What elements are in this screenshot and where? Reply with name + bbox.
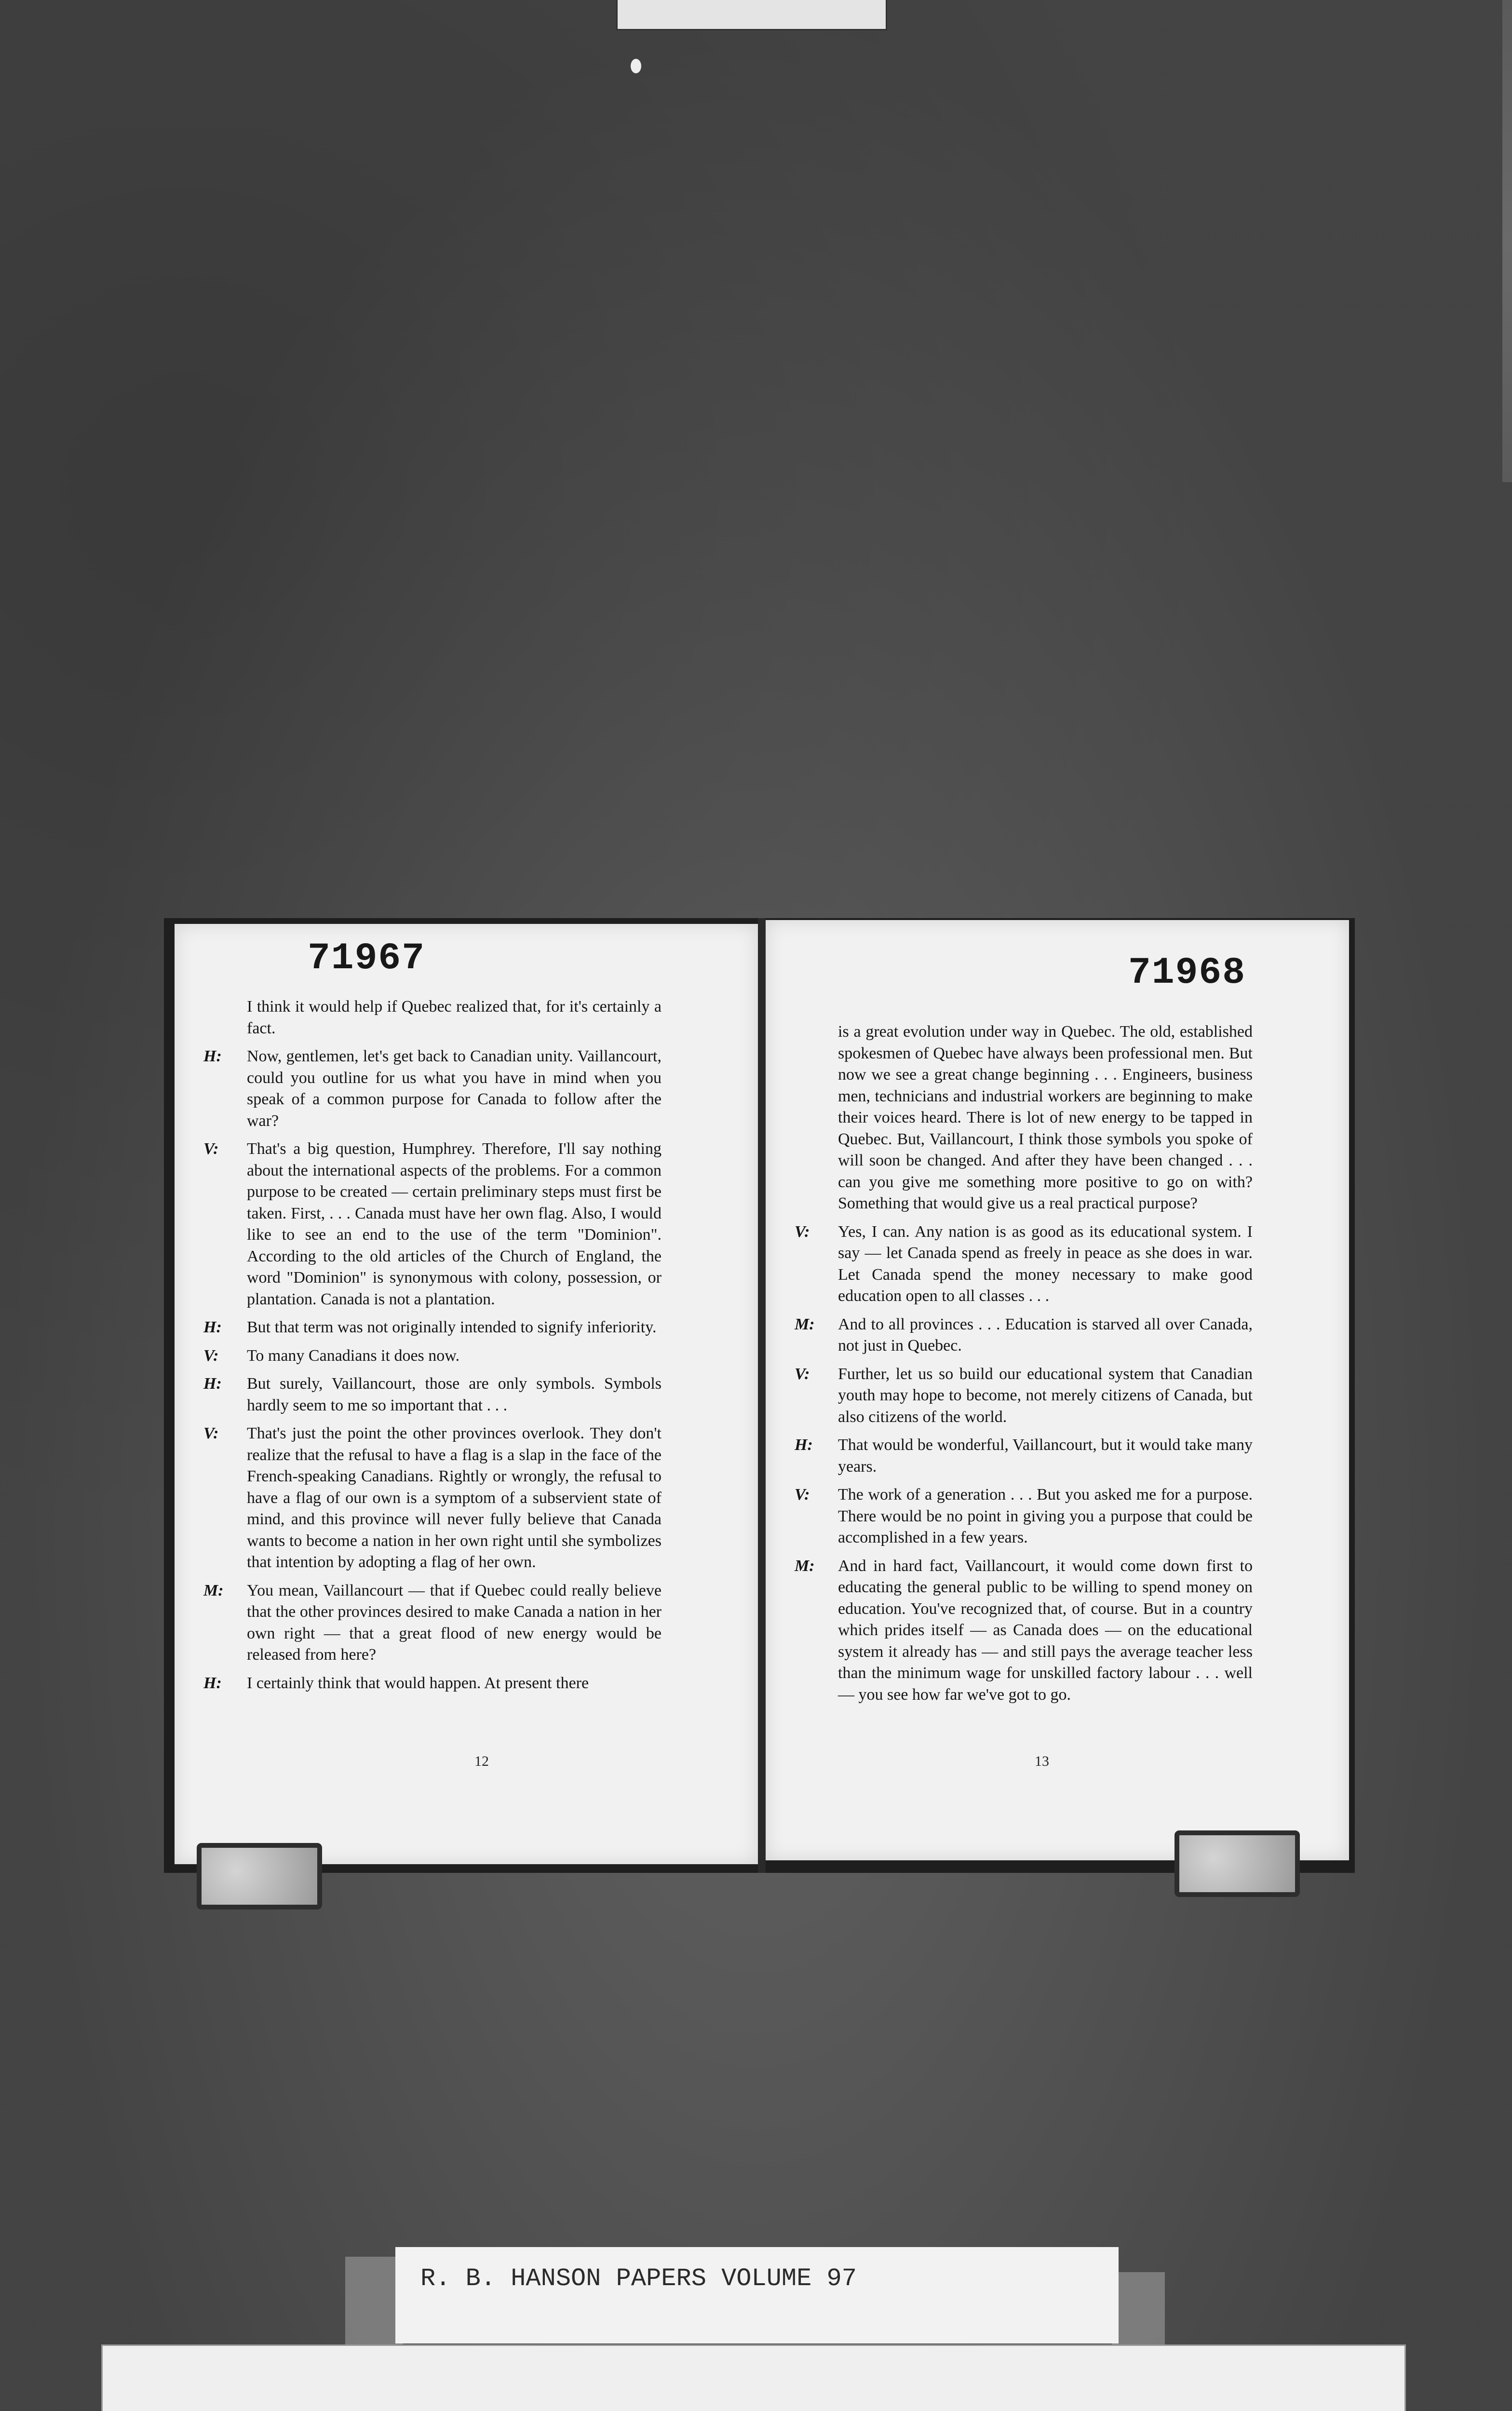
paragraph-text: And to all provinces . . . Education is starved all over Canada, not just in Quebec.: [838, 1315, 1253, 1354]
paragraph-text: And in hard fact, Vaillancourt, it would come down first to educating the general public to be willing to spend money on education. You've recognized that, of course. But in a country which prides itself — as Canada does — on the educational system it already has — and still pays the average teacher less than the minimum wage for unskilled factory labour . . . well — you see how far we've got to go.: [838, 1557, 1253, 1704]
dialogue-paragraph: [203, 1423, 662, 1573]
speaker-label: M:: [795, 1557, 815, 1575]
tape-right: [1112, 2272, 1165, 2349]
left-clip: [197, 1843, 322, 1910]
edge-shadow: [1502, 0, 1512, 482]
right-page-stamp: 71968: [1128, 952, 1246, 994]
right-page-number: 13: [1035, 1753, 1049, 1769]
right-clip: [1174, 1830, 1300, 1897]
paragraph-text: That would be wonderful, Vaillancourt, but it would take many years.: [838, 1436, 1253, 1476]
speaker-label: V:: [795, 1222, 810, 1241]
dialogue-paragraph: [203, 1345, 662, 1367]
dialogue-paragraph: [203, 1138, 662, 1310]
top-tab: [616, 0, 887, 30]
speaker-label: M:: [203, 1581, 224, 1599]
paragraph-text: I certainly think that would happen. At present there: [247, 1674, 589, 1692]
dialogue-paragraph: [203, 1046, 662, 1132]
dialogue-paragraph: [203, 1317, 662, 1339]
left-page-text: [203, 996, 662, 1701]
dialogue-paragraph: [203, 1580, 662, 1666]
paragraph-text: That's a big question, Humphrey. Therefore, I'll say nothing about the international aspects of the problems. For a common purpose to be created — certain preliminary steps must first be taken. First, . . . Canada must have her own flag. Also, I would like to see an end to the use of the term "Dominion". According to the old articles of the Church of England, the word "Dominion" is synonymous with colony, possession, or plantation. Canada is not a plantation.: [247, 1140, 662, 1308]
speaker-label: V:: [795, 1486, 810, 1503]
dialogue-paragraph: [838, 1021, 1253, 1215]
speaker-label: V:: [203, 1346, 219, 1365]
paragraph-text: But surely, Vaillancourt, those are only symbols. Symbols hardly seem to me so important that . . .: [247, 1375, 662, 1414]
paragraph-text: Further, let us so build our educational system that Canadian youth may hope to become, not merely citizens of Canada, but also citizens of the world.: [838, 1365, 1253, 1426]
right-page: [766, 920, 1349, 1860]
speaker-label: H:: [203, 1318, 222, 1336]
speaker-label: V:: [795, 1365, 810, 1383]
speaker-label: H:: [203, 1047, 222, 1065]
dialogue-paragraph: [203, 1673, 662, 1694]
paragraph-text: The work of a generation . . . But you asked me for a purpose. There would be no point in giving you a purpose that could be accomplished in a few years.: [838, 1486, 1253, 1546]
left-page: [175, 924, 758, 1864]
collection-label-text: R. B. HANSON PAPERS VOLUME 97: [420, 2264, 857, 2293]
speaker-label: H:: [795, 1436, 813, 1454]
dialogue-paragraph: [795, 1556, 1253, 1706]
dialogue-paragraph: [795, 1314, 1253, 1357]
left-page-number: 12: [474, 1753, 489, 1769]
dialogue-paragraph: [203, 1373, 662, 1416]
speaker-label: H:: [203, 1674, 222, 1692]
paragraph-text: To many Canadians it does now.: [247, 1346, 460, 1365]
speaker-label: M:: [795, 1315, 815, 1333]
gutter: [758, 918, 766, 1873]
paragraph-text: Yes, I can. Any nation is as good as its educational system. I say — let Canada spend as freely in peace as she does in war. Let Canada spend the money necessary to make good education open to all classes . . .: [838, 1222, 1253, 1305]
tape-left: [345, 2257, 403, 2348]
archive-card: [101, 2344, 1406, 2411]
dust-speck: [631, 59, 641, 73]
dialogue-paragraph: [795, 1484, 1253, 1549]
paragraph-text: is a great evolution under way in Quebec. The old, established spokesmen of Quebec have always been professional men. But now we see a great change beginning . . . Engineers, business men, technicians and industrial workers are beginning to make their voices heard. There is lot of new energy to be tapped in Quebec. But, Vaillancourt, I think those symbols you spoke of will soon be changed. And after they have been changed . . . can you give me something more positive to go on with? Something that would give us a real practical purpose?: [838, 1023, 1253, 1212]
paragraph-text: I think it would help if Quebec realized that, for it's certainly a fact.: [247, 998, 662, 1037]
dialogue-paragraph: [247, 996, 662, 1039]
right-page-text: [795, 1021, 1253, 1712]
speaker-label: V:: [203, 1424, 219, 1442]
paragraph-text: But that term was not originally intended to signify inferiority.: [247, 1318, 657, 1336]
dialogue-paragraph: [795, 1221, 1253, 1307]
left-page-stamp: 71967: [308, 937, 426, 980]
paragraph-text: That's just the point the other provinces overlook. They don't realize that the refusal to have a flag is a slap in the face of the French-speaking Canadians. Rightly or wrongly, the refusal to have a flag of our own is a symptom of a subservient state of mind, and this province will never fully believe that Canada wants to become a nation in her own right until she symbolizes that intention by adopting a flag of her own.: [247, 1424, 662, 1571]
collection-label: [395, 2247, 1119, 2343]
open-booklet: [164, 918, 1355, 1873]
speaker-label: H:: [203, 1375, 222, 1393]
dialogue-paragraph: [795, 1364, 1253, 1428]
paragraph-text: You mean, Vaillancourt — that if Quebec could really believe that the other provinces desired to make Canada a nation in her own right — that a great flood of new energy would be released from here?: [247, 1581, 662, 1664]
paragraph-text: Now, gentlemen, let's get back to Canadian unity. Vaillancourt, could you outline for us what you have in mind when you speak of a common purpose for Canada to follow after the war?: [247, 1047, 662, 1130]
dialogue-paragraph: [795, 1435, 1253, 1477]
speaker-label: V:: [203, 1140, 219, 1158]
